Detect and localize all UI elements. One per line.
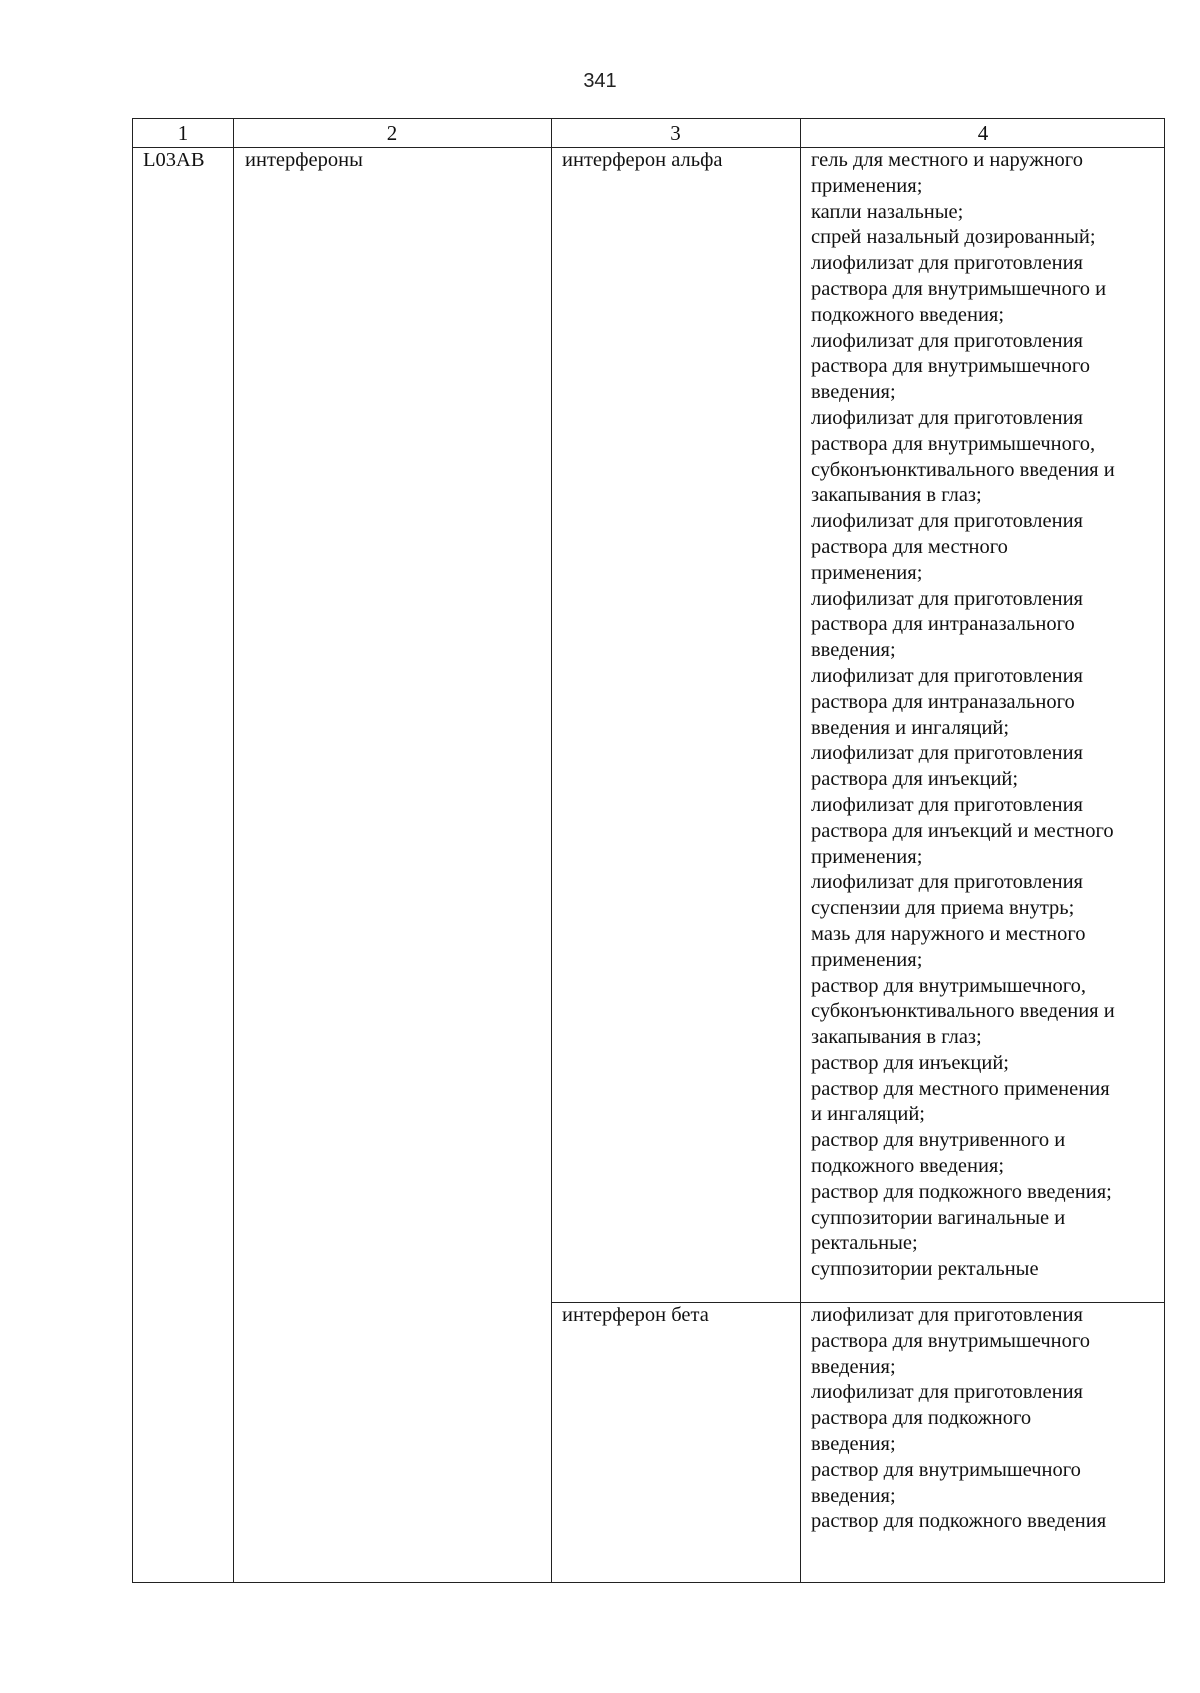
dosage-form-line: раствор для внутримышечного [811, 1458, 1081, 1481]
dosage-form-line: раствора для местного [811, 535, 1008, 558]
dosage-form-line: раствора для внутримышечного [811, 1329, 1091, 1352]
dosage-form-line: раствора для инъекций; [811, 768, 1019, 791]
dosage-form-line: применения; [811, 174, 923, 197]
dosage-form-line: введения; [811, 381, 896, 404]
header-col-4: 4 [977, 121, 989, 145]
dosage-form-line: раствор для подкожного введения [811, 1510, 1107, 1533]
dosage-form-line: ректальные; [811, 1232, 918, 1255]
dosage-form-line: лиофилизат для приготовления [811, 871, 1083, 894]
header-col-1: 1 [177, 121, 189, 145]
dosage-form-line: закапывания в глаз; [811, 1026, 982, 1049]
drug-name-interferon-beta: интерферон бета [562, 1304, 709, 1326]
drug-name-interferon-alfa: интерферон альфа [562, 149, 723, 171]
dosage-form-line: раствора для внутримышечного и [811, 277, 1107, 300]
dosage-form-line: и ингаляций; [811, 1103, 925, 1126]
dosage-form-line: лиофилизат для приготовления [811, 252, 1083, 275]
dosage-form-line: лиофилизат для приготовления [811, 664, 1083, 687]
dosage-form-line: лиофилизат для приготовления [811, 406, 1083, 429]
dosage-form-line: подкожного введения; [811, 1155, 1005, 1178]
dosage-form-line: спрей назальный дозированный; [811, 226, 1096, 249]
pharmacological-group: интерфероны [245, 149, 363, 171]
dosage-form-line: суппозитории вагинальные и [811, 1206, 1066, 1229]
dosage-form-line: суппозитории ректальные [811, 1258, 1039, 1281]
dosage-form-line: субконъюнктивального введения и [811, 458, 1115, 481]
dosage-form-line: закапывания в глаз; [811, 484, 982, 507]
dosage-form-line: лиофилизат для приготовления [811, 793, 1083, 816]
header-col-3: 3 [670, 121, 681, 145]
dosage-form-line: раствора для интраназального [811, 613, 1075, 636]
column-divider-1 [233, 119, 234, 1582]
column-divider-2 [551, 119, 552, 1582]
dosage-form-line: лиофилизат для приготовления [811, 329, 1083, 352]
drug-table [132, 118, 1165, 1583]
column-divider-3 [800, 119, 801, 1582]
dosage-form-line: раствор для подкожного введения; [811, 1180, 1112, 1203]
dosage-form-line: раствора для инъекций и местного [811, 819, 1114, 842]
dosage-form-line: введения; [811, 1355, 896, 1378]
dosage-form-line: применения; [811, 845, 923, 868]
dosage-form-line: субконъюнктивального введения и [811, 1000, 1115, 1023]
page-number: 341 [583, 70, 617, 92]
dosage-form-line: подкожного введения; [811, 303, 1005, 326]
dosage-form-line: раствора для внутримышечного [811, 355, 1091, 378]
dosage-form-line: лиофилизат для приготовления [811, 742, 1083, 765]
dosage-form-line: раствора для подкожного [811, 1407, 1032, 1430]
dosage-form-line: введения; [811, 1484, 896, 1507]
dosage-forms-interferon-beta [811, 1303, 1106, 1535]
dosage-forms-interferon-alfa [811, 148, 1115, 1283]
dosage-form-line: применения; [811, 948, 923, 971]
dosage-form-line: лиофилизат для приготовления [811, 1381, 1083, 1404]
dosage-form-line: применения; [811, 561, 923, 584]
dosage-form-line: раствор для инъекций; [811, 1051, 1009, 1074]
header-col-2: 2 [386, 121, 398, 145]
dosage-form-line: лиофилизат для приготовления [811, 1304, 1083, 1326]
dosage-form-line: лиофилизат для приготовления [811, 510, 1083, 533]
dosage-form-line: мазь для наружного и местного [811, 922, 1086, 945]
dosage-form-line: введения; [811, 1432, 896, 1455]
dosage-form-line: гель для местного и наружного [811, 149, 1083, 171]
dosage-form-line: введения; [811, 639, 896, 662]
dosage-form-line: введения и ингаляций; [811, 716, 1010, 739]
dosage-form-line: капли назальные; [811, 200, 964, 223]
atc-code: L03AB [143, 149, 205, 171]
dosage-form-line: раствор для внутримышечного, [811, 974, 1087, 997]
dosage-form-line: раствора для интраназального [811, 690, 1075, 713]
dosage-form-line: раствор для местного применения [811, 1077, 1110, 1100]
dosage-form-line: раствора для внутримышечного, [811, 432, 1096, 455]
dosage-form-line: раствор для внутривенного и [811, 1129, 1066, 1152]
dosage-form-line: суспензии для приема внутрь; [811, 897, 1075, 920]
dosage-form-line: лиофилизат для приготовления [811, 587, 1083, 610]
